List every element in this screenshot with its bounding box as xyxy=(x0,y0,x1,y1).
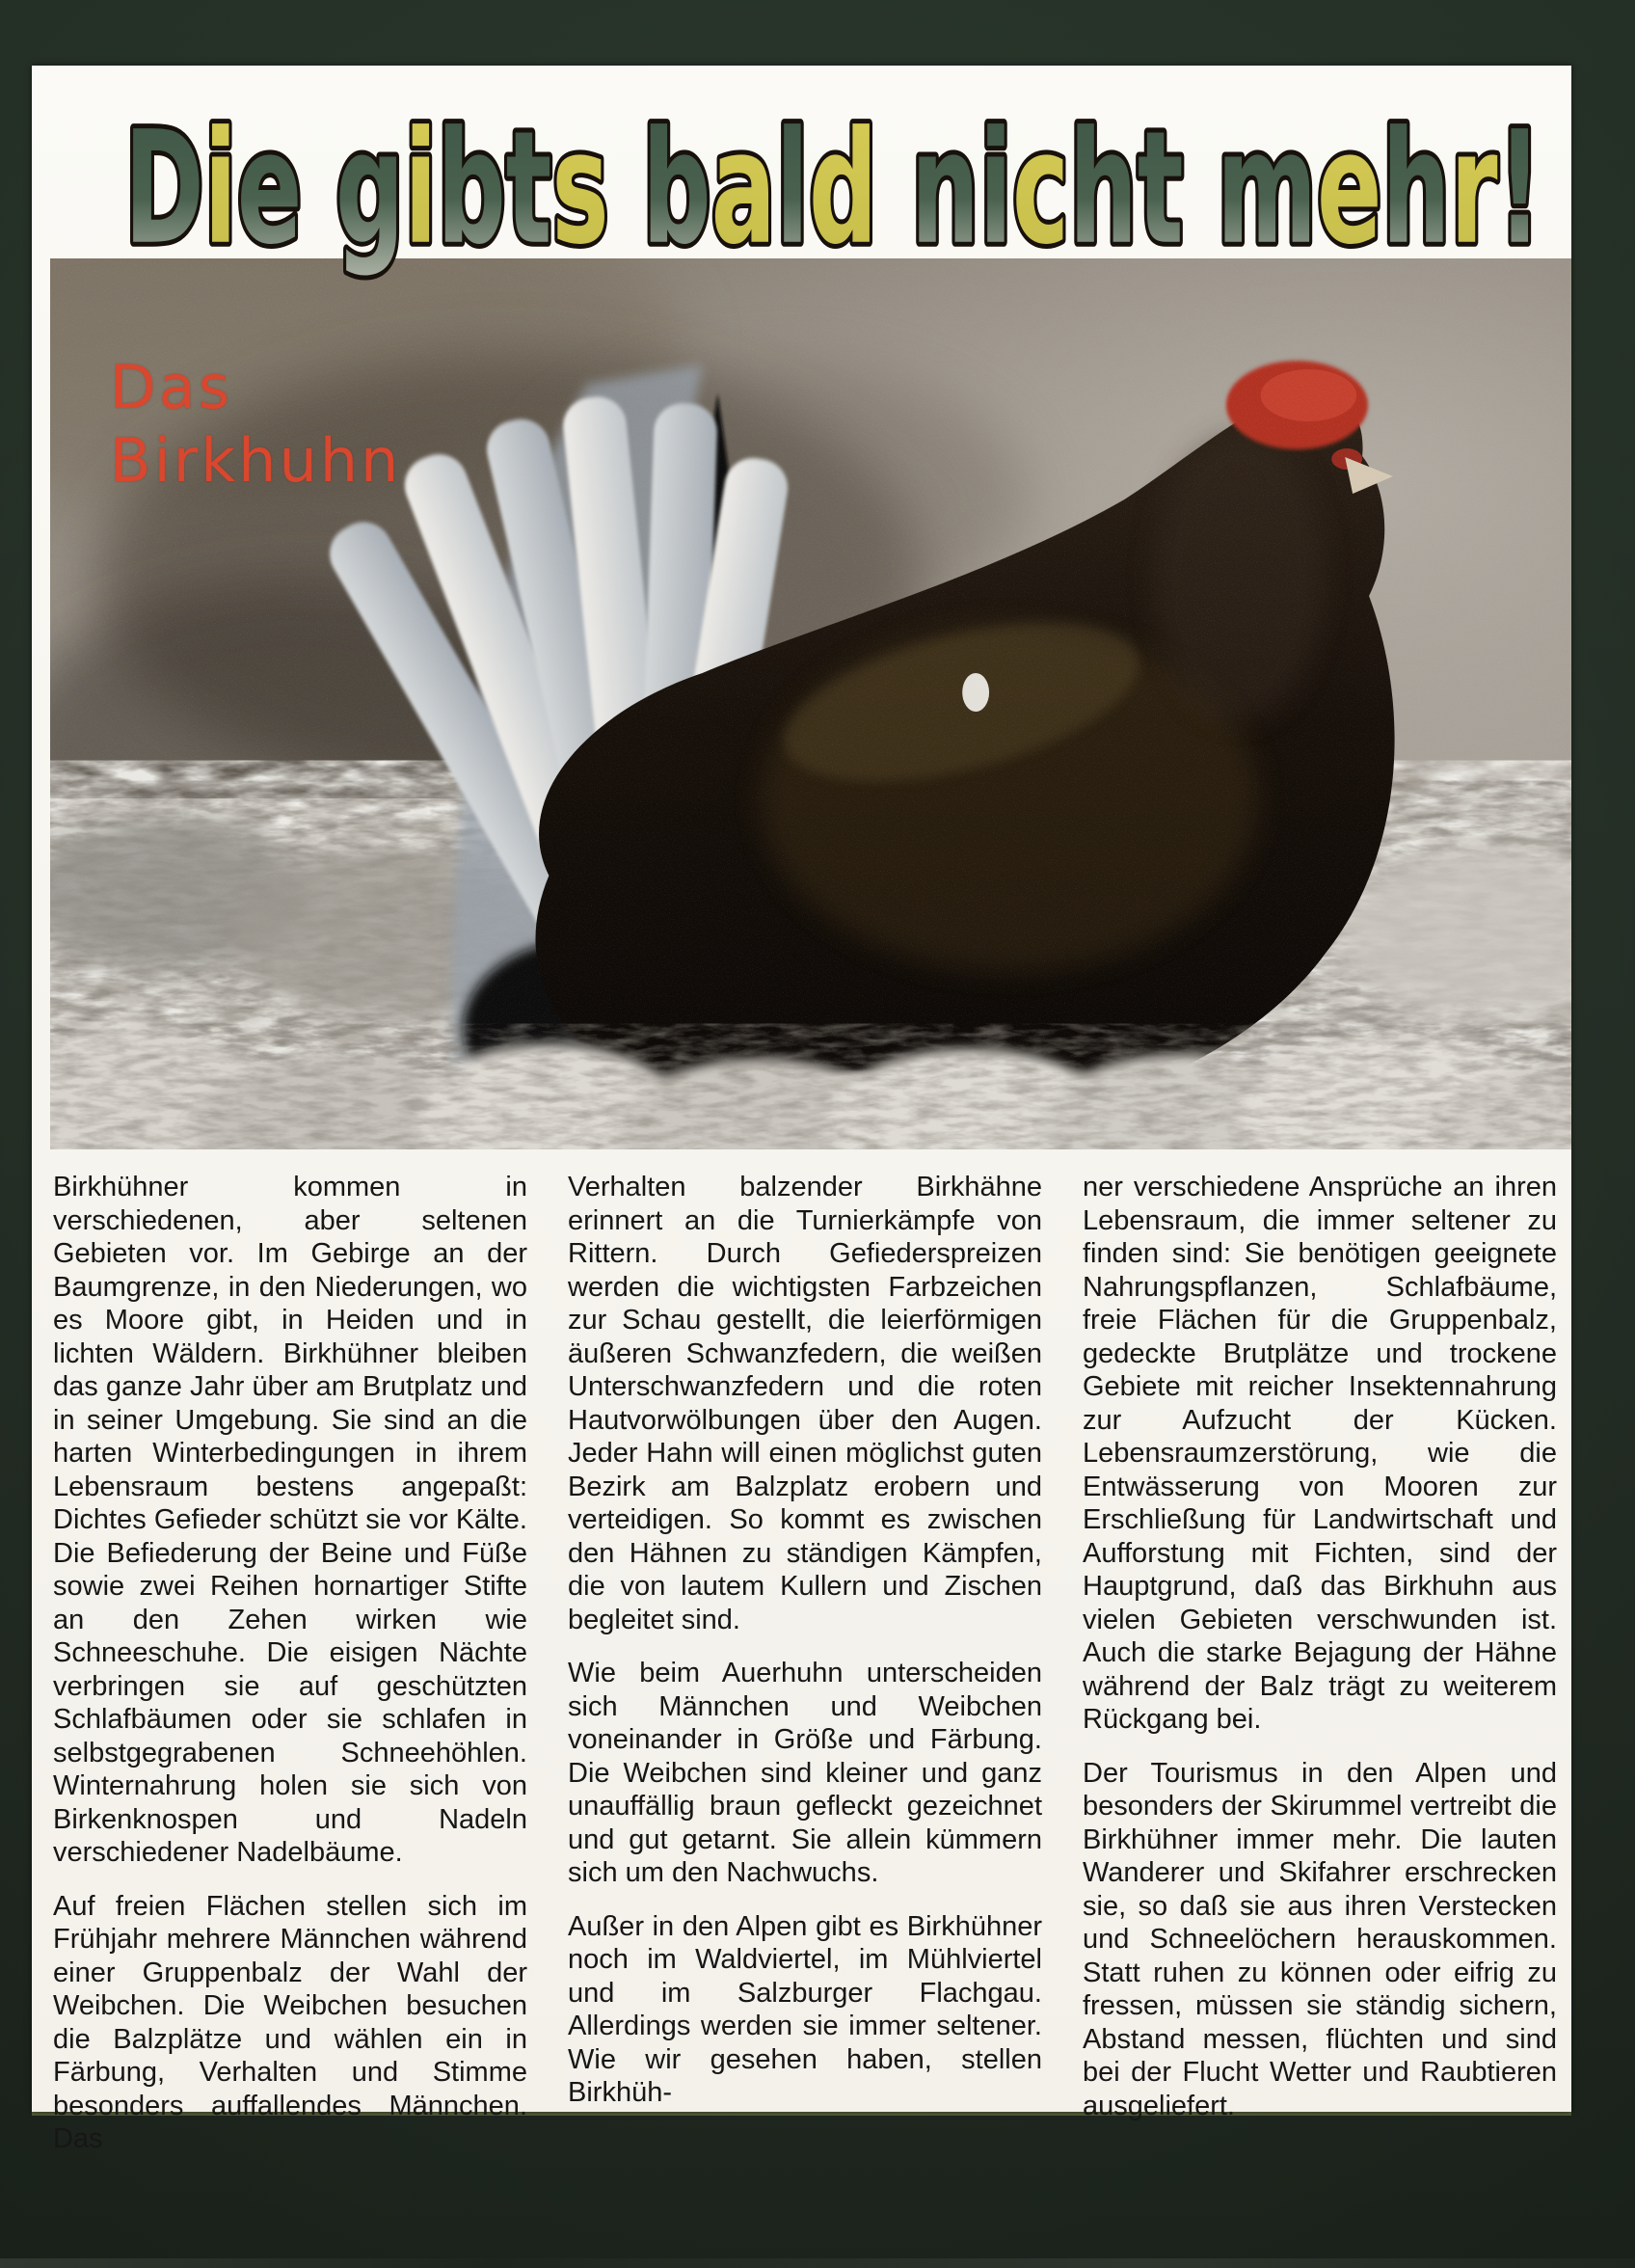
caption-line-1: Das xyxy=(110,352,233,422)
headline xyxy=(121,73,1567,363)
paragraph: Verhalten balzender Birkhähne erinnert an die Turnierkämpfe von Rittern. Durch Gefiederspreizen werden die wichtigsten Farbzeichen zur Schau gestellt, die leierförmigen äußeren Schwanzfedern, die weißen Unterschwanzfedern und die roten Hautvorwölbungen über den Augen. Jeder Hahn will einen möglichst guten Bezirk am Balzplatz erobern und verteidigen. So kommt es zwischen den Hähnen zu ständigen Kämpfen, die von lautem Kullern und Zischen begleitet sind. xyxy=(568,1172,1042,1635)
paragraph: Birkhühner kommen in verschiedenen, aber seltenen Gebieten vor. Im Gebirge an der Baumgrenze, in den Niederungen, wo es Moore gibt, in Heiden und in lichten Wäldern. Birkhühner bleiben das ganze Jahr über am Brutplatz und in seiner Umgebung. Sie sind an die harten Winterbedingungen in ihrem Lebensraum bestens angepaßt: Dichtes Gefieder schützt sie vor Kälte. Die Befiederung der Beine und Füße sowie zwei Reihen hornartiger Stifte an den Zehen wirken wie Schneeschuhe. Die eisigen Nächte verbringen sie auf geschützten Schlafbäumen oder sie schlafen in selbstgegrabenen Schneehöhlen. Winternahrung holen sie sich von Birkenknospen und Nadeln verschiedener Nadelbäume. xyxy=(53,1172,527,1868)
svg-text:Die gibts bald nicht mehr!: Die gibts bald nicht mehr! xyxy=(124,98,1541,280)
grouse-photo xyxy=(50,258,1571,1149)
paragraph: Der Tourismus in den Alpen und besonders der Skirummel vertreibt die Birkhühner immer mehr. Die lauten Wanderer und Skifahrer erschrecken sie, so daß sie aus ihren Verstecken und Schneelöchern herauskommen. Statt ruhen zu können oder eifrig zu fressen, müssen sie ständig sichern, Abstand messen, flüchten und sind bei der Flucht Wetter und Raubtieren ausgeliefert. xyxy=(1083,1757,1557,2121)
caption-line-2: Birkhuhn xyxy=(110,425,402,496)
frame-bottom-scuffs xyxy=(0,2258,1635,2268)
headline-lettering xyxy=(121,73,1567,363)
article-body xyxy=(53,1171,1557,2156)
paragraph: ner verschiedene Ansprüche an ihren Lebensraum, die immer seltener zu finden sind: Sie benötigen geeignete Nahrungspflanzen, Schlafbäume, freie Flächen für die Gruppenbalz, gedeckte Brutplätze und trockene Gebiete mit reicher Insektennahrung zur Aufzucht der Kücken. Lebensraumzerstörung, wie die Entwässerung von Mooren zur Erschließung für Landwirtschaft und Aufforstung mit Fichten, sind der Hauptgrund, daß das Birkhuhn aus vielen Gebieten verschwunden ist. Auch die starke Bejagung der Hähne während der Balz trägt zu weiterem Rückgang bei. xyxy=(1083,1172,1557,1735)
photo-caption xyxy=(110,351,401,498)
paragraph: Auf freien Flächen stellen sich im Frühjahr mehrere Männchen während einer Gruppenbalz der Wahl der Weibchen. Die Weibchen besuchen die Balzplätze und wählen ein in Färbung, Verhalten und Stimme besonders auffallendes Männchen. Das xyxy=(53,1890,527,2154)
text-column-1 xyxy=(53,1171,527,2156)
text-column-3 xyxy=(1083,1171,1557,2156)
magazine-page xyxy=(32,66,1571,2154)
text-column-2 xyxy=(568,1171,1042,2156)
paragraph: Außer in den Alpen gibt es Birkhühner noch im Waldviertel, im Mühlviertel und im Salzburger Flachgau. Allerdings werden sie immer seltener. Wie wir gesehen haben, stellen Birkhüh- xyxy=(568,1910,1042,2108)
paragraph: Wie beim Auerhuhn unterscheiden sich Männchen und Weibchen voneinander in Größe und Färbung. Die Weibchen sind kleiner und ganz unauffällig braun gefleckt gezeichnet und gut getarnt. Sie allein kümmern sich um den Nachwuchs. xyxy=(568,1658,1042,1888)
